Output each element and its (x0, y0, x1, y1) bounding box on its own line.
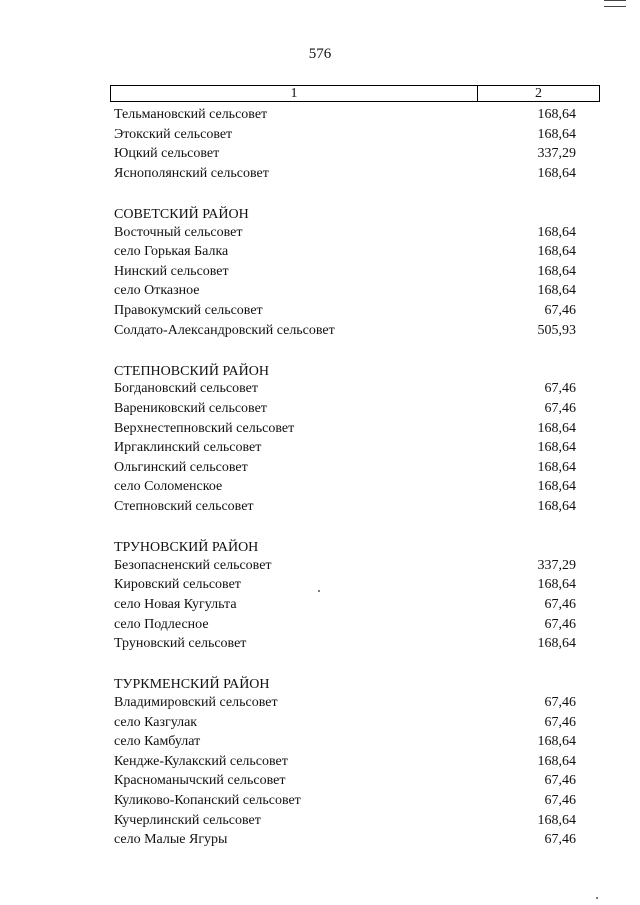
row-name: село Соломенское (114, 479, 223, 495)
table-row (114, 301, 576, 321)
row-value: 168,64 (537, 459, 576, 475)
header-col-1: 1 (111, 86, 478, 101)
scan-speck (318, 590, 320, 592)
row-name: Степновский сельсовет (114, 499, 254, 514)
table-row (114, 438, 576, 458)
row-value: 168,64 (537, 244, 576, 260)
row-value: 168,64 (537, 812, 576, 828)
district-heading: СОВЕТСКИЙ РАЙОН (114, 207, 249, 222)
row-value: 337,29 (537, 557, 576, 573)
table-row (114, 771, 576, 791)
table-row (114, 419, 576, 439)
row-name: Нинский сельсовет (114, 263, 229, 279)
table-row (114, 615, 576, 635)
row-name: село Казгулак (114, 714, 198, 730)
table-row (114, 458, 576, 478)
district-heading: ТРУНОВСКИЙ РАЙОН (114, 540, 259, 556)
table-header (110, 85, 600, 102)
row-value: 67,46 (544, 773, 576, 789)
table-row (114, 242, 576, 262)
table-row (114, 830, 576, 850)
row-value: 67,46 (544, 401, 576, 416)
header-col-2: 2 (535, 86, 542, 101)
corner-scan-mark (604, 0, 626, 7)
district-heading: ТУРКМЕНСКИЙ РАЙОН (114, 677, 270, 693)
row-value: 168,64 (537, 283, 576, 299)
row-value: 168,64 (537, 753, 576, 769)
row-name: Красноманычский сельсовет (114, 773, 286, 789)
row-value: 168,64 (537, 420, 576, 436)
table-row (114, 732, 576, 752)
row-name: Верхнестепновский сельсовет (114, 420, 295, 436)
table-row (114, 752, 576, 772)
row-name: Правокумский сельсовет (114, 303, 263, 318)
table-row (114, 105, 576, 125)
row-value: 168,64 (537, 165, 576, 181)
row-value: 168,64 (537, 440, 576, 456)
table-row (114, 575, 576, 595)
table-row (114, 399, 576, 419)
table-row (114, 164, 576, 184)
scan-speck (596, 897, 598, 899)
row-value: 168,64 (537, 499, 576, 514)
row-value: 168,64 (537, 636, 576, 652)
row-name: Солдато-Александровский сельсовет (114, 322, 335, 338)
row-value: 67,46 (544, 597, 576, 612)
row-value: 168,64 (537, 263, 576, 279)
table-row (114, 634, 576, 654)
row-name: Безопасненский сельсовет (114, 557, 272, 573)
table-row (114, 713, 576, 733)
row-value: 337,29 (537, 146, 576, 162)
table-row (114, 477, 576, 497)
table-row (114, 556, 576, 576)
row-name: село Камбулат (114, 734, 201, 750)
table-row (114, 223, 576, 243)
table-row (114, 262, 576, 282)
row-name: село Горькая Балка (114, 244, 229, 260)
row-name: село Подлесное (114, 616, 209, 632)
row-value: 67,46 (544, 714, 576, 730)
table-row (114, 791, 576, 811)
row-value: 168,64 (537, 224, 576, 240)
table-row (114, 321, 576, 341)
row-name: Ольгинский сельсовет (114, 459, 248, 475)
row-value: 168,64 (537, 107, 576, 122)
row-name: Богдановский сельсовет (114, 381, 258, 397)
district-heading: СТЕПНОВСКИЙ РАЙОН (114, 363, 269, 379)
row-value: 67,46 (544, 616, 576, 632)
row-name: Иргаклинский сельсовет (114, 440, 262, 456)
row-name: Куликово-Копанский сельсовет (114, 793, 301, 808)
row-name: Варениковский сельсовет (114, 401, 267, 416)
row-name: Этокский сельсовет (114, 126, 233, 142)
row-name: Восточный сельсовет (114, 224, 243, 240)
row-name: Труновский сельсовет (114, 636, 247, 652)
table-row (114, 379, 576, 399)
row-name: село Отказное (114, 283, 200, 299)
table-row (114, 497, 576, 517)
row-value: 67,46 (544, 793, 576, 808)
row-value: 168,64 (537, 479, 576, 495)
table-row (114, 125, 576, 145)
row-name: Кучерлинский сельсовет (114, 812, 261, 828)
row-name: село Малые Ягуры (114, 832, 228, 848)
row-value: 168,64 (537, 734, 576, 750)
row-name: Кировский сельсовет (114, 577, 241, 593)
row-value: 67,46 (544, 303, 576, 318)
row-value: 505,93 (537, 322, 576, 338)
table-row (114, 281, 576, 301)
row-value: 67,46 (544, 695, 576, 710)
table-row (114, 144, 576, 164)
table-row (114, 693, 576, 713)
row-name: Юцкий сельсовет (114, 146, 220, 162)
row-name: Яснополянский сельсовет (114, 165, 269, 181)
table-row (114, 595, 576, 615)
row-name: село Новая Кугульта (114, 597, 237, 612)
row-name: Владимировский сельсовет (114, 695, 278, 710)
row-name: Тельмановский сельсовет (114, 107, 268, 122)
row-value: 168,64 (537, 126, 576, 142)
row-name: Кендже-Кулакский сельсовет (114, 753, 288, 769)
table-row (114, 811, 576, 831)
row-value: 67,46 (544, 381, 576, 397)
page-number: 576 (308, 46, 332, 62)
row-value: 168,64 (537, 577, 576, 593)
row-value: 67,46 (544, 832, 576, 848)
